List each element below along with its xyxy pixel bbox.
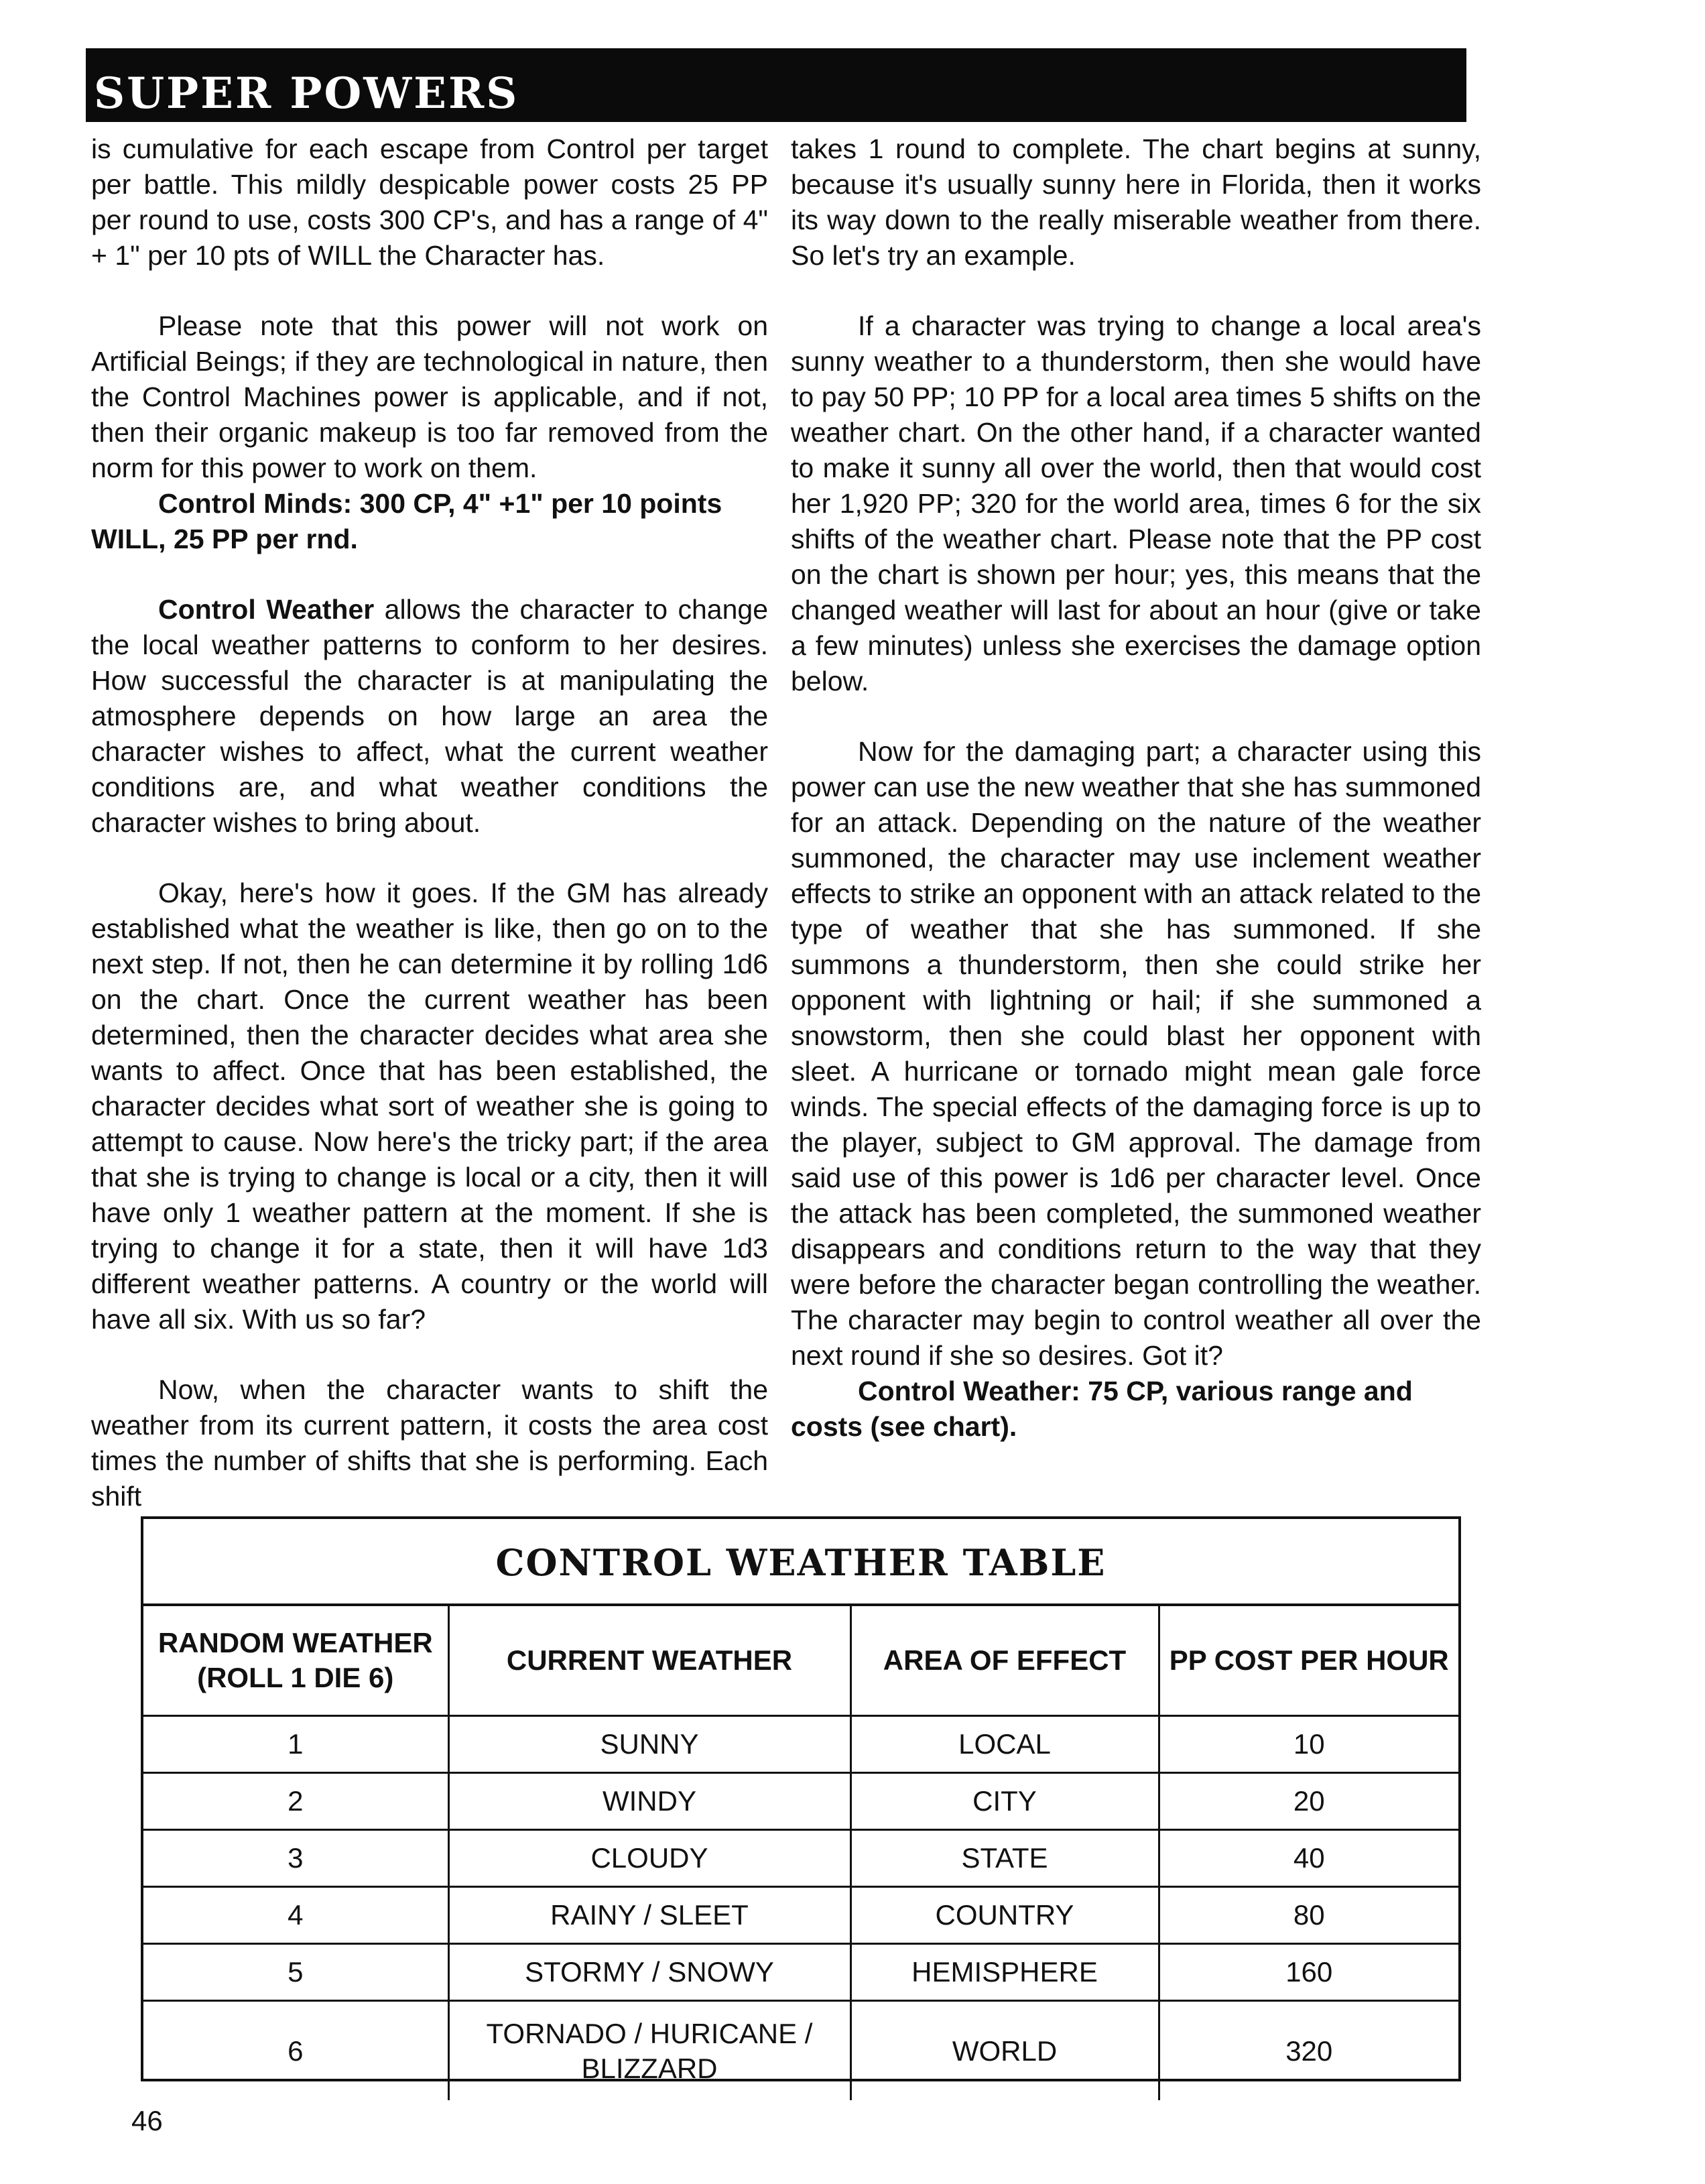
paragraph: Now, when the character wants to shift the weather from its current pattern, it costs the area cost times the number of shifts that she is performing. Each shift bbox=[91, 1374, 768, 1512]
table-cell: TORNADO / HURICANE / BLIZZARD bbox=[448, 2001, 850, 2101]
table-cell: 4 bbox=[143, 1887, 448, 1944]
column-header: PP COST PER HOUR bbox=[1159, 1606, 1458, 1716]
table-row bbox=[143, 1830, 1458, 1887]
column-header: RANDOM WEATHER (ROLL 1 DIE 6) bbox=[143, 1606, 448, 1716]
table-cell: COUNTRY bbox=[850, 1887, 1159, 1944]
column-header: CURRENT WEATHER bbox=[448, 1606, 850, 1716]
section-title: SUPER POWERS bbox=[94, 68, 519, 119]
control-weather-table bbox=[141, 1516, 1461, 2084]
paragraph: Okay, here's how it goes. If the GM has already established what the weather is like, then go on to the next step. If not, then he can determine it by rolling 1d6 on the chart. Once the current weather has been determined, then the character decides what area she wants to affect. Once that has been established, the character decides what sort of weather she is going to attempt to cause. Now here's the tricky part; if the area that she is trying to change is local or a city, then it will have only 1 weather pattern at the moment. If she is trying to change it for a state, then it will have 1d3 different weather patterns. A country or the world will have all six. With us so far? bbox=[91, 877, 768, 1335]
table-cell: HEMISPHERE bbox=[850, 1944, 1159, 2001]
paragraph bbox=[91, 592, 768, 841]
table-row bbox=[143, 2001, 1458, 2101]
table-row bbox=[143, 1944, 1458, 2001]
table-row bbox=[143, 1773, 1458, 1830]
column-header: AREA OF EFFECT bbox=[850, 1606, 1159, 1716]
table-header-row bbox=[143, 1606, 1458, 1716]
table-cell: SUNNY bbox=[448, 1716, 850, 1773]
weather-table-grid bbox=[143, 1606, 1458, 2100]
table-cell: 20 bbox=[1159, 1773, 1458, 1830]
table-cell: 2 bbox=[143, 1773, 448, 1830]
power-summary: Control Minds: 300 CP, 4" +1" per 10 points WILL, 25 PP per rnd. bbox=[91, 488, 722, 554]
table-cell: WORLD bbox=[850, 2001, 1159, 2101]
table-title: CONTROL WEATHER TABLE bbox=[143, 1519, 1458, 1606]
table-row bbox=[143, 1716, 1458, 1773]
right-column bbox=[791, 131, 1481, 1445]
paragraph-text: allows the character to change the local weather patterns to conform to her desires. How successful the character is at manipulating the atmosphere depends on how large an area the character wishes to affect, what the current weather conditions are, and what weather conditions the character wishes to bring about. bbox=[91, 594, 768, 838]
table-cell: STORMY / SNOWY bbox=[448, 1944, 850, 2001]
table-cell: 1 bbox=[143, 1716, 448, 1773]
paragraph: Please note that this power will not work on Artificial Beings; if they are technological in nature, then the Control Machines power is applicable, and if not, then their organic makeup is too far removed from the norm for this power to work on them. bbox=[91, 310, 768, 483]
table-cell: CITY bbox=[850, 1773, 1159, 1830]
table-cell: LOCAL bbox=[850, 1716, 1159, 1773]
table-cell: 80 bbox=[1159, 1887, 1458, 1944]
table-cell: 6 bbox=[143, 2001, 448, 2101]
table-cell: 40 bbox=[1159, 1830, 1458, 1887]
table-cell: 10 bbox=[1159, 1716, 1458, 1773]
left-column bbox=[91, 131, 768, 1514]
power-name: Control Weather bbox=[158, 594, 375, 625]
table-cell: STATE bbox=[850, 1830, 1159, 1887]
paragraph: takes 1 round to complete. The chart begins at sunny, because it's usually sunny here in Florida, then it works its way down to the really miserable weather from there. So let's try an example. bbox=[791, 133, 1481, 271]
table-cell: 3 bbox=[143, 1830, 448, 1887]
table-cell: WINDY bbox=[448, 1773, 850, 1830]
table-cell: 320 bbox=[1159, 2001, 1458, 2101]
paragraph: Now for the damaging part; a character using this power can use the new weather that she has summoned for an attack. Depending on the nature of the weather summoned, the character may use inclement weather effects to strike an opponent with an attack related to the type of weather that she has summoned. If she summons a thunderstorm, then she could strike her opponent with lightning or hail; if she summoned a snowstorm, then she could blast her opponent with sleet. A hurricane or tornado might mean gale force winds. The special effects of the damaging force is up to the player, subject to GM approval. The damage from said use of this power is 1d6 per character level. Once the attack has been completed, the summoned weather disappears and conditions return to the way that they were before the character began controlling the weather. The character may begin to control weather all over the next round if she so desires. Got it? bbox=[791, 736, 1481, 1371]
paragraph: is cumulative for each escape from Control per target per battle. This mildly despicable power costs 25 PP per round to use, costs 300 CP's, and has a range of 4" + 1" per 10 pts of WILL the Character has. bbox=[91, 133, 768, 271]
table-cell: 5 bbox=[143, 1944, 448, 2001]
table-cell: CLOUDY bbox=[448, 1830, 850, 1887]
table-cell: 160 bbox=[1159, 1944, 1458, 2001]
table-row bbox=[143, 1887, 1458, 1944]
power-summary: Control Weather: 75 CP, various range and costs (see chart). bbox=[791, 1376, 1413, 1442]
paragraph: If a character was trying to change a local area's sunny weather to a thunderstorm, then she would have to pay 50 PP; 10 PP for a local area times 5 shifts on the weather chart. On the other hand, if a character wanted to make it sunny all over the world, then that would cost her 1,920 PP; 320 for the world area, times 6 for the six shifts of the weather chart. Please note that the PP cost on the chart is shown per hour; yes, this means that the changed weather will last for about an hour (give or take a few minutes) unless she exercises the damage option below. bbox=[791, 310, 1481, 696]
page-number: 46 bbox=[131, 2105, 163, 2136]
table-cell: RAINY / SLEET bbox=[448, 1887, 850, 1944]
